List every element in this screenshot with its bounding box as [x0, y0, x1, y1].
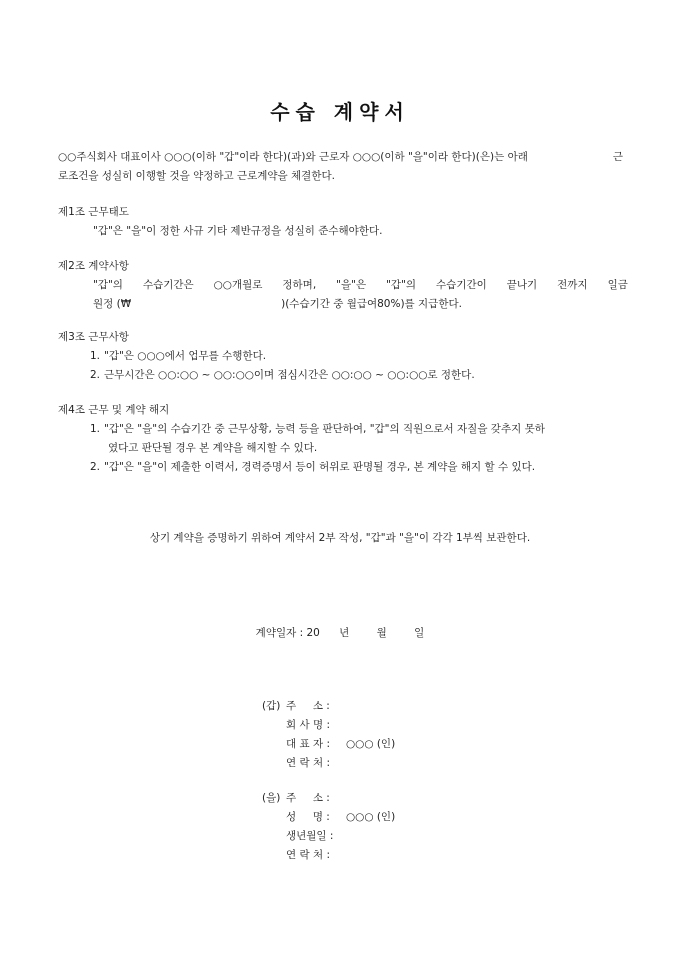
party-tag: (을) — [262, 792, 281, 804]
word: 수습기간은 — [142, 279, 194, 291]
date-year: 년 — [339, 627, 350, 639]
field-label: 연 락 처 : — [286, 757, 330, 769]
word: ○○개월로 — [213, 279, 263, 291]
article-2 — [58, 257, 628, 314]
intro-line-1: ○○주식회사 대표이사 ○○○(이하 "갑"이라 한다)(과)와 근로자 ○○○(이하 "을"이라 한다)(은)는 아래 — [58, 151, 528, 163]
field-label: 생년월일 : — [286, 830, 334, 842]
article-2-line-2 — [93, 295, 628, 314]
word: 끝나기 — [506, 279, 538, 291]
party-a-block — [262, 697, 395, 773]
list-item: 2. "갑"은 "을"이 제출한 이력서, 경력증명서 등이 허위로 판명될 경우, 본 계약을 해지 할 수 있다. — [90, 461, 536, 473]
word: "갑"의 — [386, 279, 417, 291]
word: "갑"의 — [93, 279, 123, 291]
field-value: ○○○ (인) — [346, 738, 396, 750]
field-label: 연 락 처 : — [286, 849, 330, 861]
article-heading: 제2조 계약사항 — [58, 260, 129, 272]
intro-line-2: 로조건을 성실히 이행할 것을 약정하고 근로계약을 체결한다. — [58, 170, 335, 182]
article-heading: 제3조 근무사항 — [58, 331, 129, 343]
article-1 — [58, 203, 628, 241]
date-month: 월 — [376, 627, 387, 639]
word: 수습기간이 — [436, 279, 487, 291]
field-label: 주 소 : — [286, 792, 330, 804]
party-tag: (갑) — [262, 700, 281, 712]
wage-prefix: 원정 (₩ — [93, 298, 132, 310]
article-heading: 제4조 근무 및 계약 해지 — [58, 404, 170, 416]
document-title: 수습 계약서 — [270, 100, 410, 124]
list-item: 1. "갑"은 "을"의 수습기간 중 근무상황, 능력 등을 판단하여, "갑"의 직원으로서 자질을 갖추지 못하 였다고 판단될 경우 본 계약을 해지할 수 있다. — [90, 423, 545, 454]
list-item: 1. "갑"은 ○○○에서 업무를 수행한다. — [90, 350, 267, 362]
party-b-block — [262, 789, 395, 865]
intro-line-1-end: 근 — [612, 151, 623, 163]
article-2-line-1 — [93, 276, 628, 295]
date-day: 일 — [414, 627, 425, 639]
field-value: ○○○ (인) — [346, 811, 396, 823]
word: 전까지 — [557, 279, 588, 291]
field-label: 대 표 자 : — [286, 738, 330, 750]
word: "을"은 — [336, 279, 367, 291]
field-label: 성 명 : — [286, 811, 330, 823]
closing-statement: 상기 계약을 증명하기 위하여 계약서 2부 작성, "갑"과 "을"이 각각 1부씩 보관한다. — [149, 532, 531, 544]
contract-date — [0, 625, 680, 640]
list-item: 2. 근무시간은 ○○:○○ ~ ○○:○○이며 점심시간은 ○○:○○ ~ ○○:○○로 정한다. — [90, 369, 475, 381]
article-heading: 제1조 근무태도 — [58, 206, 129, 218]
date-label: 계약일자 : 20 — [255, 627, 320, 639]
article-4 — [58, 401, 628, 477]
article-body: "갑"은 "을"이 정한 사규 기타 제반규정을 성실히 준수해야한다. — [93, 225, 383, 237]
word: 정하며, — [282, 279, 317, 291]
intro-paragraph — [58, 148, 623, 186]
word: 일금 — [607, 279, 628, 291]
field-label: 회 사 명 : — [286, 719, 330, 731]
article-3 — [58, 328, 628, 385]
field-label: 주 소 : — [286, 700, 330, 712]
wage-suffix: )(수습기간 중 월급여80%)를 지급한다. — [281, 298, 462, 310]
